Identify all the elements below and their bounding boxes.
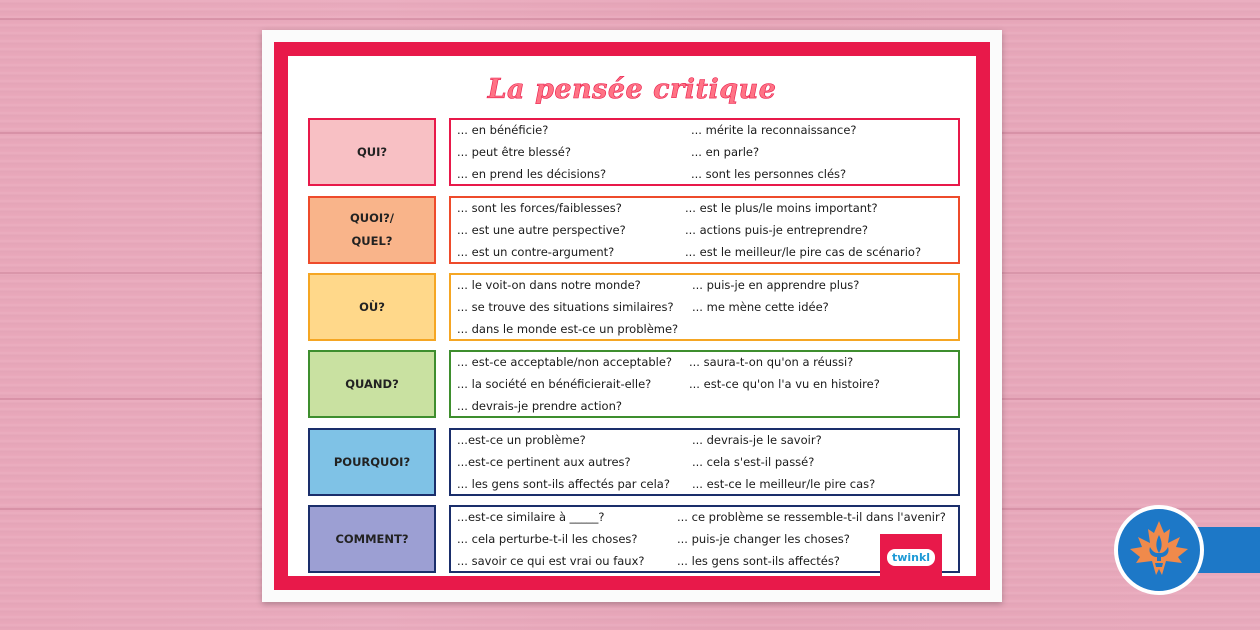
poster-sheet <box>262 30 1002 602</box>
question-text: ... puis-je en apprendre plus? <box>692 278 860 292</box>
question-text: ... mérite la reconnaissance? <box>691 123 857 137</box>
poster-inner <box>288 56 976 576</box>
poster-frame <box>274 42 990 590</box>
row-label <box>308 505 436 573</box>
question-row <box>308 350 960 418</box>
twinkl-logo <box>880 534 942 580</box>
question-text: ...est-ce similaire à _____? <box>457 510 605 524</box>
question-text: ... en bénéficie? <box>457 123 549 137</box>
row-label-text: COMMENT? <box>335 531 409 546</box>
row-label <box>308 196 436 264</box>
question-text: ... cela perturbe-t-il les choses? <box>457 532 638 546</box>
row-label-text: QUI? <box>356 144 388 159</box>
row-label <box>308 273 436 341</box>
question-text: ... devrais-je prendre action? <box>457 399 622 413</box>
question-text: ... saura-t-on qu'on a réussi? <box>689 355 854 369</box>
question-text: ... est-ce acceptable/non acceptable? <box>457 355 673 369</box>
poster-title: La pensée critique <box>487 74 777 105</box>
question-text: ... sont les personnes clés? <box>691 167 847 181</box>
question-text: ... dans le monde est-ce un problème? <box>457 322 679 336</box>
question-text: ... peut être blessé? <box>457 145 571 159</box>
question-row <box>308 196 960 264</box>
question-text: ... ce problème se ressemble-t-il dans l'avenir? <box>677 510 946 524</box>
row-label-text: OÙ? <box>359 299 385 314</box>
question-text: ... les gens sont-ils affectés par cela? <box>457 477 670 491</box>
question-row <box>308 505 960 573</box>
question-box <box>449 196 960 264</box>
question-text: ... est le meilleur/le pire cas de scénario? <box>685 245 922 259</box>
question-row <box>308 273 960 341</box>
row-label <box>308 428 436 496</box>
row-label <box>308 350 436 418</box>
question-text: ... me mène cette idée? <box>692 300 829 314</box>
question-text: ... le voit-on dans notre monde? <box>457 278 641 292</box>
question-text: ... est un contre-argument? <box>457 245 615 259</box>
row-label <box>308 118 436 186</box>
twinkl-logo-text: twinkl <box>887 549 935 566</box>
question-text: ... les gens sont-ils affectés? <box>677 554 840 568</box>
row-label-text: QUEL? <box>351 234 393 248</box>
question-box <box>449 273 960 341</box>
question-text: ... sont les forces/faiblesses? <box>457 201 622 215</box>
question-text: ... est-ce le meilleur/le pire cas? <box>692 477 876 491</box>
question-text: ... se trouve des situations similaires? <box>457 300 674 314</box>
question-box <box>449 118 960 186</box>
question-text: ... actions puis-je entreprendre? <box>685 223 869 237</box>
question-text: ... devrais-je le savoir? <box>692 433 822 447</box>
question-text: ... est le plus/le moins important? <box>685 201 878 215</box>
question-text: ... en parle? <box>691 145 760 159</box>
question-text: ... puis-je changer les choses? <box>677 532 850 546</box>
question-text: ... la société en bénéficierait-elle? <box>457 377 652 391</box>
row-label-text: POURQUOI? <box>333 454 411 469</box>
question-row <box>308 428 960 496</box>
question-text: ...est-ce un problème? <box>457 433 586 447</box>
question-text: ... est-ce qu'on l'a vu en histoire? <box>689 377 880 391</box>
fleur-de-lis-maple-leaf-icon <box>1126 517 1192 583</box>
question-text: ... en prend les décisions? <box>457 167 607 181</box>
question-row <box>308 118 960 186</box>
row-label-text: QUOI?/ <box>349 211 395 225</box>
question-box <box>449 428 960 496</box>
question-text: ... savoir ce qui est vrai ou faux? <box>457 554 645 568</box>
question-text: ...est-ce pertinent aux autres? <box>457 455 631 469</box>
row-label-text: QUAND? <box>345 376 399 391</box>
question-text: ... cela s'est-il passé? <box>692 455 815 469</box>
quebec-badge <box>1114 505 1204 595</box>
question-box <box>449 350 960 418</box>
question-text: ... est une autre perspective? <box>457 223 626 237</box>
